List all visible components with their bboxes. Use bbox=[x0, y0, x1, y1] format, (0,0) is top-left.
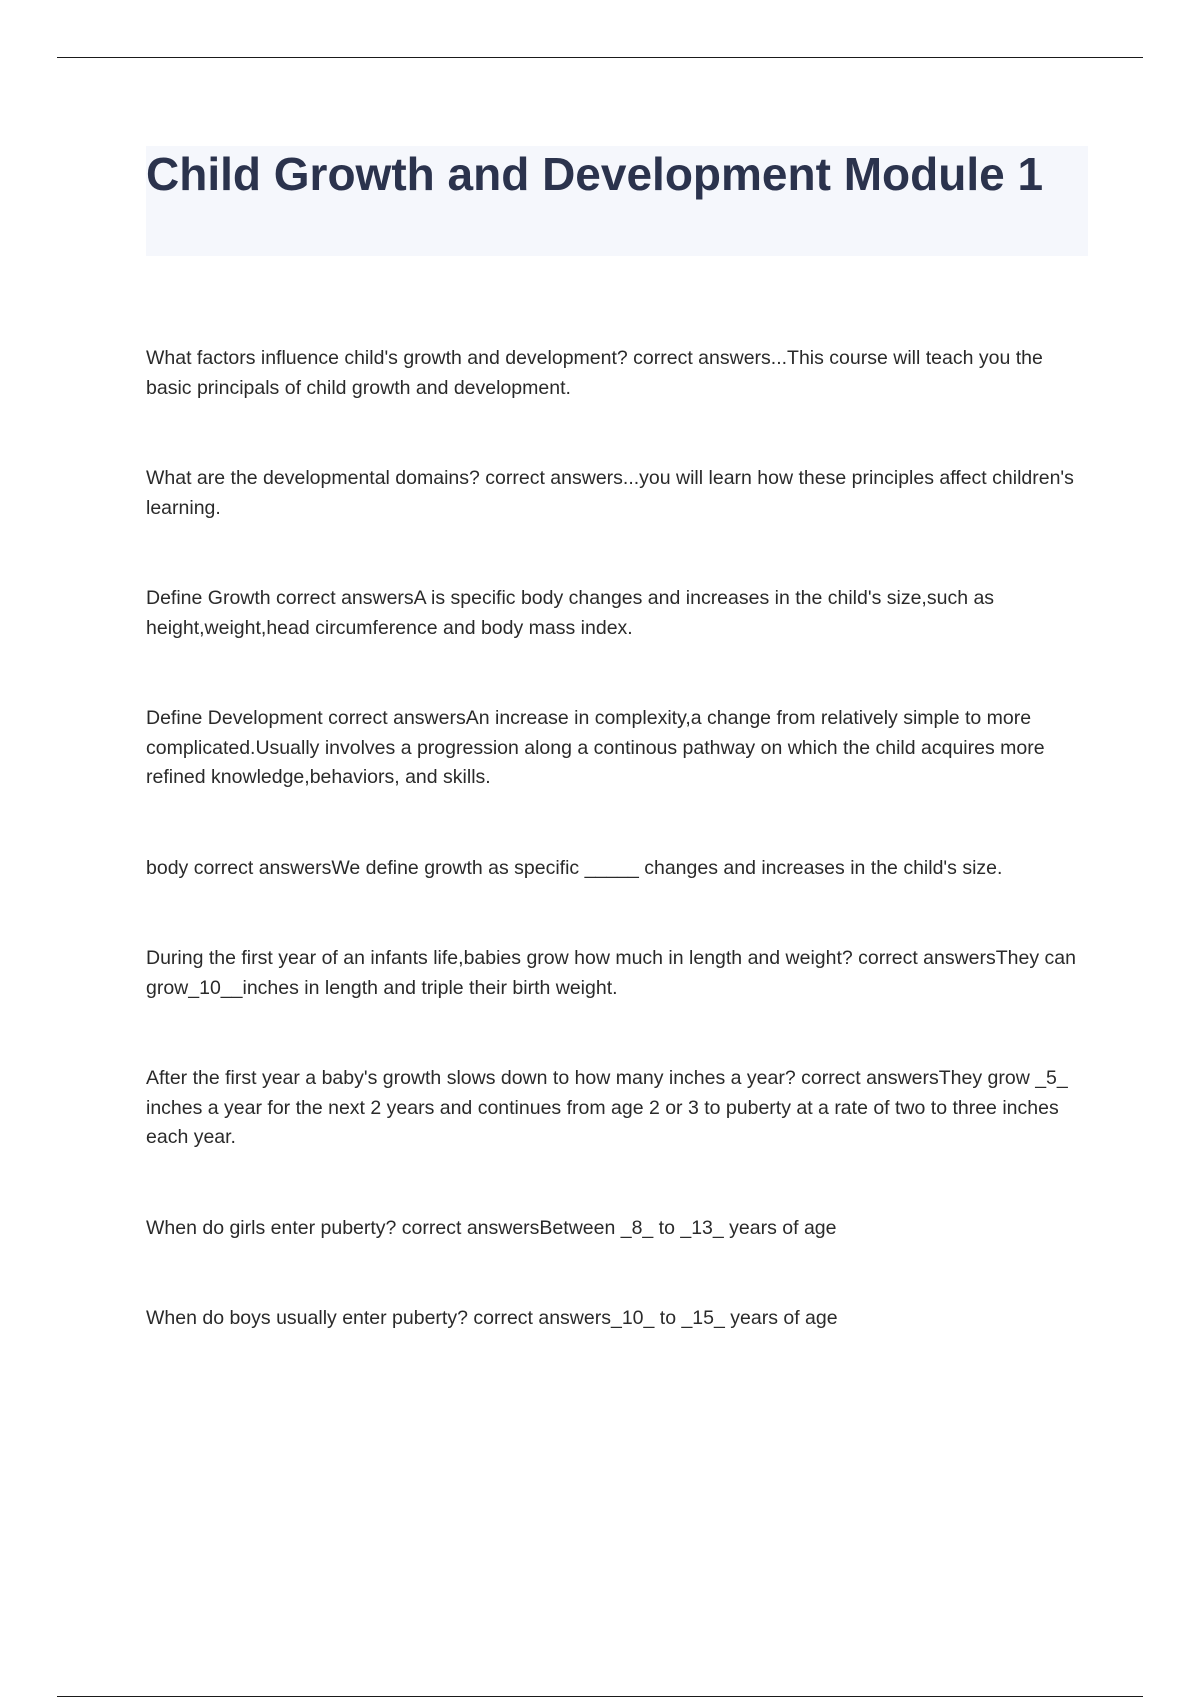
qa-entry: Define Development correct answersAn increase in complexity,a change from relatively simple to more complicated.Usually involves a progression along a continous pathway on which the child acquires more refined knowledge,behaviors, and skills. bbox=[146, 707, 1045, 788]
bottom-rule bbox=[57, 1696, 1143, 1697]
top-rule bbox=[57, 57, 1143, 58]
page-title: Child Growth and Development Module 1 bbox=[146, 148, 1044, 200]
qa-entry: Define Growth correct answersA is specific body changes and increases in the child's size,such as height,weight,head circumference and body mass index. bbox=[146, 587, 995, 639]
qa-entry: After the first year a baby's growth slows down to how many inches a year? correct answersThey grow _5_ inches a year for the next 2 years and continues from age 2 or 3 to puberty at a rate of two to three inches each year. bbox=[146, 1067, 1068, 1148]
qa-list bbox=[146, 344, 1088, 1395]
qa-entry: body correct answersWe define growth as specific _____ changes and increases in the child's size. bbox=[146, 856, 1003, 879]
qa-entry: When do boys usually enter puberty? correct answers_10_ to _15_ years of age bbox=[146, 1307, 838, 1329]
qa-entry: What are the developmental domains? correct answers...you will learn how these principles affect children's learning. bbox=[146, 467, 1074, 519]
qa-entry: When do girls enter puberty? correct answersBetween _8_ to _13_ years of age bbox=[146, 1216, 837, 1239]
qa-entry: What factors influence child's growth and development? correct answers...This course will teach you the basic principals of child growth and development. bbox=[146, 347, 1043, 399]
title-block bbox=[146, 146, 1088, 256]
qa-entry: During the first year of an infants life,babies grow how much in length and weight? correct answersThey can grow_10__inches in length and triple their birth weight. bbox=[146, 947, 1076, 999]
